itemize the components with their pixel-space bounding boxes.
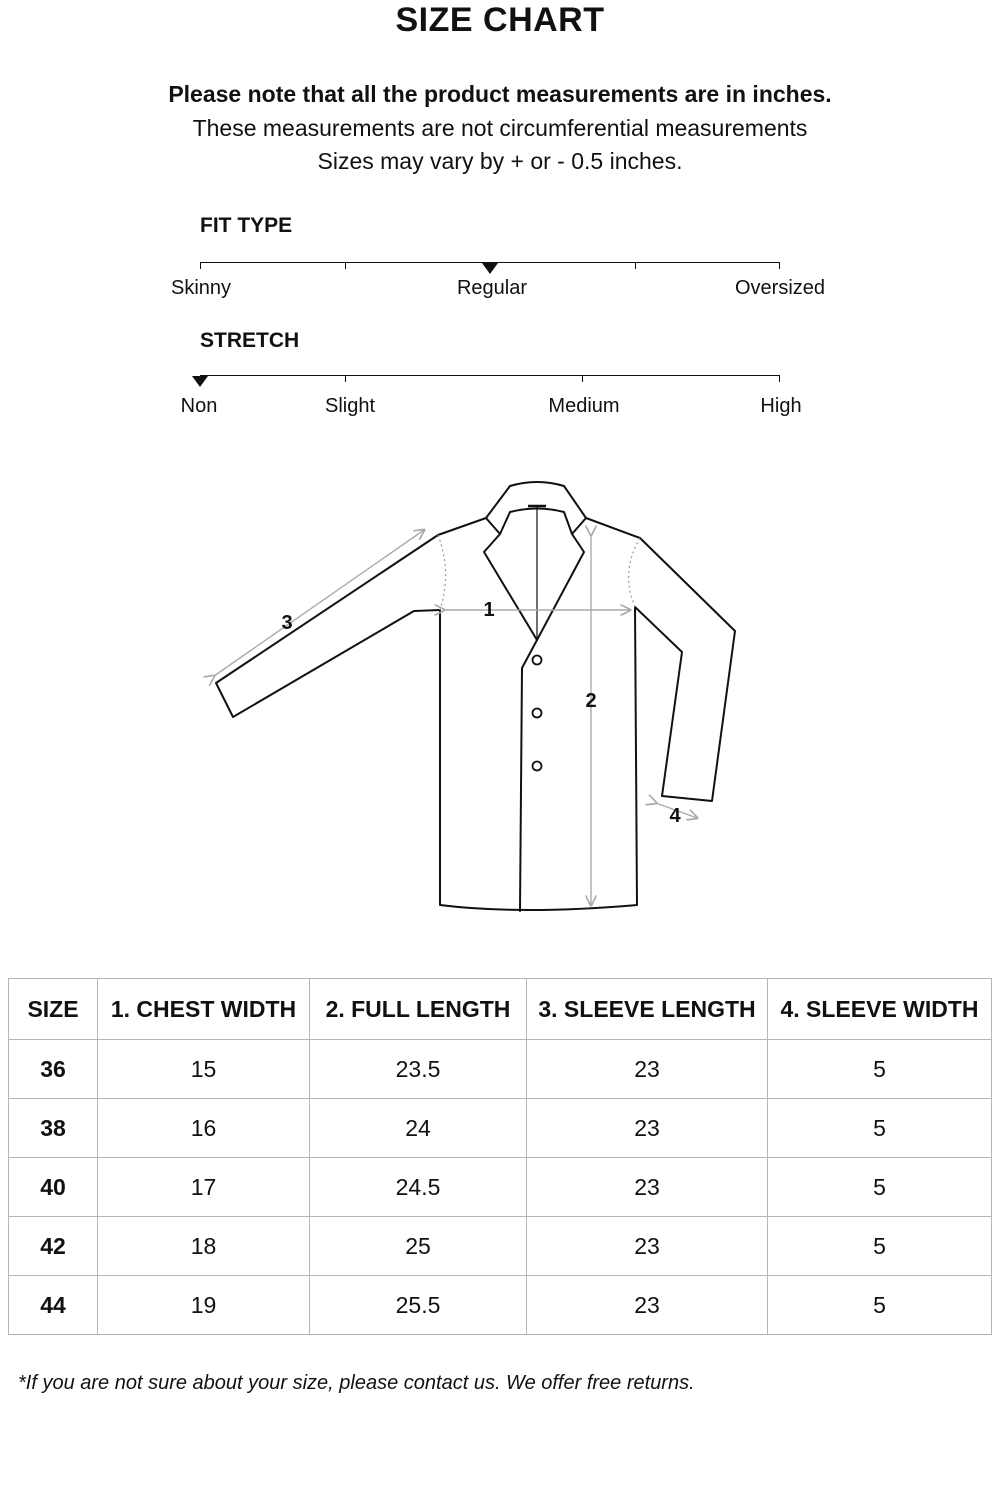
- column-header-full-length: 2. FULL LENGTH: [310, 979, 527, 1040]
- sleeve-width-cell: 5: [768, 1040, 992, 1099]
- jacket-measurement-diagram: [0, 470, 1000, 930]
- sleeve-length-number: 3: [281, 612, 293, 634]
- chest-width-cell: 16: [98, 1099, 310, 1158]
- page-title: SIZE CHART: [395, 1, 605, 39]
- full-length-cell: 23.5: [310, 1040, 527, 1099]
- full-length-number: 2: [585, 690, 597, 712]
- sleeve-width-number: 4: [669, 805, 681, 827]
- fit-type-tick: [635, 262, 636, 269]
- stretch-label-slight: Slight: [324, 395, 376, 417]
- stretch-selected-marker: [192, 376, 208, 387]
- sleeve-length-cell: 23: [527, 1099, 768, 1158]
- stretch-line: [200, 375, 780, 376]
- measurement-note-variance: Sizes may vary by + or - 0.5 inches.: [317, 148, 683, 174]
- measurement-note-inches: Please note that all the product measurements are in inches.: [168, 81, 832, 107]
- fit-type-tick: [345, 262, 346, 269]
- table-row: [9, 1158, 992, 1217]
- size-cell: 36: [9, 1040, 98, 1099]
- table-header-row: [9, 979, 992, 1040]
- fit-type-label-oversized: Oversized: [734, 277, 826, 299]
- fit-type-tick: [779, 262, 780, 269]
- fit-type-title: FIT TYPE: [200, 214, 293, 237]
- stretch-label-non: Non: [180, 395, 218, 417]
- sleeve-length-cell: 23: [527, 1158, 768, 1217]
- stretch-label-high: High: [760, 395, 802, 417]
- size-cell: 40: [9, 1158, 98, 1217]
- table-row: [9, 1099, 992, 1158]
- sleeve-width-cell: 5: [768, 1158, 992, 1217]
- full-length-cell: 25.5: [310, 1276, 527, 1335]
- size-cell: 44: [9, 1276, 98, 1335]
- sleeve-length-cell: 23: [527, 1217, 768, 1276]
- table-row: [9, 1276, 992, 1335]
- footnote-returns: *If you are not sure about your size, please contact us. We offer free returns.: [18, 1372, 695, 1394]
- sleeve-length-arrow: [214, 530, 424, 676]
- sleeve-length-cell: 23: [527, 1276, 768, 1335]
- sleeve-width-cell: 5: [768, 1217, 992, 1276]
- stretch-tick: [582, 375, 583, 382]
- table-row: [9, 1217, 992, 1276]
- sleeve-width-cell: 5: [768, 1276, 992, 1335]
- column-header-size: SIZE: [9, 979, 98, 1040]
- jacket-outline: [216, 482, 735, 911]
- measurement-note-circumferential: These measurements are not circumferential measurements: [192, 115, 808, 141]
- sleeve-width-cell: 5: [768, 1099, 992, 1158]
- column-header-chest-width: 1. CHEST WIDTH: [98, 979, 310, 1040]
- stretch-label-medium: Medium: [548, 395, 620, 417]
- stretch-tick: [345, 375, 346, 382]
- column-header-sleeve-width: 4. SLEEVE WIDTH: [768, 979, 992, 1040]
- size-cell: 38: [9, 1099, 98, 1158]
- button-icon: [533, 762, 542, 771]
- fit-type-label-skinny: Skinny: [170, 277, 232, 299]
- full-length-cell: 24.5: [310, 1158, 527, 1217]
- button-icon: [533, 709, 542, 718]
- stretch-title: STRETCH: [200, 329, 300, 352]
- chest-width-cell: 17: [98, 1158, 310, 1217]
- full-length-cell: 25: [310, 1217, 527, 1276]
- fit-type-selected-marker: [482, 263, 498, 274]
- sleeve-length-cell: 23: [527, 1040, 768, 1099]
- size-cell: 42: [9, 1217, 98, 1276]
- column-header-sleeve-length: 3. SLEEVE LENGTH: [527, 979, 768, 1040]
- chest-width-cell: 15: [98, 1040, 310, 1099]
- fit-type-tick: [200, 262, 201, 269]
- button-icon: [533, 656, 542, 665]
- table-row: [9, 1040, 992, 1099]
- chest-width-number: 1: [483, 599, 495, 621]
- full-length-cell: 24: [310, 1099, 527, 1158]
- chest-width-cell: 19: [98, 1276, 310, 1335]
- fit-type-label-regular: Regular: [456, 277, 528, 299]
- size-table: [8, 978, 992, 1335]
- stretch-tick: [779, 375, 780, 382]
- chest-width-cell: 18: [98, 1217, 310, 1276]
